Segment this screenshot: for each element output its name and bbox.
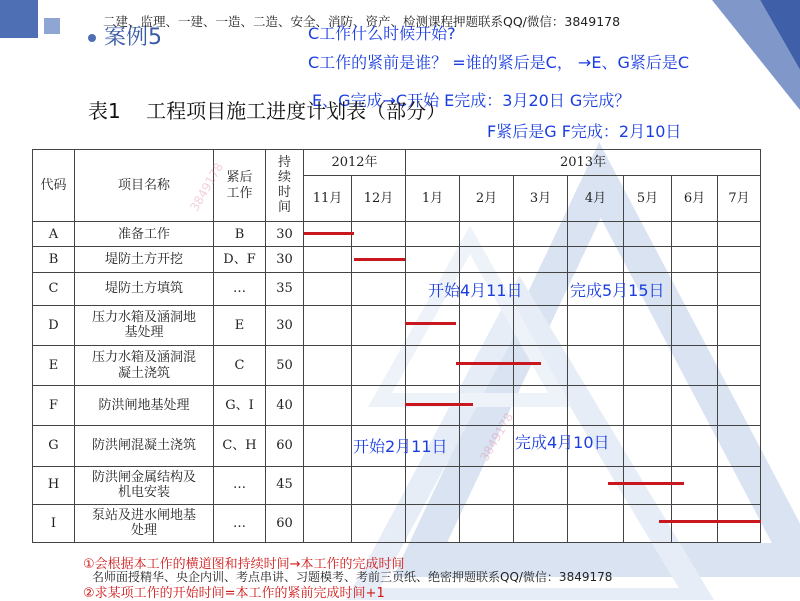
watermark: 3849178 <box>187 160 227 214</box>
month-cell <box>352 345 406 385</box>
month-cell <box>718 386 761 426</box>
month-cell <box>304 466 352 504</box>
header-duration <box>266 150 304 222</box>
header-name: 项目名称 <box>75 150 214 222</box>
gantt-bar-a <box>304 232 355 235</box>
month-cell <box>352 386 406 426</box>
month-cell <box>352 272 406 305</box>
note-c-predecessors: C工作的紧前是谁？ =谁的紧后是C， →E、G紧后是C <box>308 53 690 72</box>
month-cell <box>352 222 406 247</box>
month-cell <box>352 466 406 504</box>
table-title: 表1 工程项目施工进度计划表（部分） <box>88 99 447 123</box>
task-name: 堤防土方开挖 <box>75 247 214 272</box>
month-cell <box>718 222 761 247</box>
month-cell <box>460 222 514 247</box>
month-cell <box>718 305 761 345</box>
task-successors: B <box>214 222 266 247</box>
month-cell <box>718 272 761 305</box>
task-code: F <box>33 386 75 426</box>
task-duration: 30 <box>266 247 304 272</box>
note-g-start: 开始2月11日 <box>353 437 448 456</box>
table-row <box>33 345 761 385</box>
note-g-finish: 完成4月10日 <box>515 433 610 452</box>
task-code: H <box>33 466 75 504</box>
month-cell <box>672 466 718 504</box>
gantt-bar-i <box>659 520 761 523</box>
gantt-bar-h <box>608 482 684 485</box>
month-cell <box>406 466 460 504</box>
task-duration: 30 <box>266 222 304 247</box>
month-cell <box>304 272 352 305</box>
slide-label: 案例5 <box>104 25 162 50</box>
month-cell <box>406 504 460 542</box>
note-eg-complete: E、G完成→C开始 E完成：3月20日 G完成？ <box>312 91 631 110</box>
month-cell <box>514 222 568 247</box>
task-successors: E <box>214 305 266 345</box>
month-cell <box>718 247 761 272</box>
month-cell <box>672 247 718 272</box>
task-name: 压力水箱及涵洞地基处理 <box>75 305 214 345</box>
month-cell <box>304 345 352 385</box>
month-cell <box>460 247 514 272</box>
task-code: A <box>33 222 75 247</box>
corner-logo-square <box>44 18 60 34</box>
task-duration: 45 <box>266 466 304 504</box>
header-month: 4月 <box>568 176 624 222</box>
promo-banner-bottom: 名师面授精华、央企内训、考点串讲、习题模考、考前三页纸、绝密押题联系QQ/微信：3849178 <box>92 570 613 584</box>
gantt-bar-b <box>354 258 405 261</box>
header-month: 2月 <box>460 176 514 222</box>
header-successor <box>214 150 266 222</box>
month-cell <box>514 466 568 504</box>
task-code: G <box>33 426 75 466</box>
task-code: D <box>33 305 75 345</box>
table-row <box>33 386 761 426</box>
month-cell <box>624 426 672 466</box>
month-cell <box>672 386 718 426</box>
table-row <box>33 466 761 504</box>
month-cell <box>568 504 624 542</box>
month-cell <box>672 504 718 542</box>
month-cell <box>568 466 624 504</box>
month-cell <box>624 504 672 542</box>
header-month: 7月 <box>718 176 761 222</box>
month-cell <box>568 345 624 385</box>
task-name: 防洪闸金属结构及机电安装 <box>75 466 214 504</box>
task-successors: C、H <box>214 426 266 466</box>
note-rule-2: ②求某项工作的开始时间=本工作的紧前完成时间+1 <box>83 586 385 601</box>
note-f-successor: F紧后是G F完成：2月10日 <box>487 122 682 141</box>
bullet-dot <box>88 34 96 42</box>
task-successors: … <box>214 466 266 504</box>
header-month: 5月 <box>624 176 672 222</box>
task-successors: D、F <box>214 247 266 272</box>
month-cell <box>304 305 352 345</box>
month-cell <box>568 247 624 272</box>
month-cell <box>406 247 460 272</box>
month-cell <box>460 305 514 345</box>
month-cell <box>304 247 352 272</box>
month-cell <box>672 426 718 466</box>
month-cell <box>514 305 568 345</box>
task-successors: … <box>214 272 266 305</box>
task-name: 防洪闸地基处理 <box>75 386 214 426</box>
month-cell <box>672 345 718 385</box>
month-cell <box>514 247 568 272</box>
promo-banner-top: 二建、监理、一建、一造、二造、安全、消防、资产、检测课程押题联系QQ/微信：3849178 <box>103 14 621 29</box>
task-successors: … <box>214 504 266 542</box>
gantt-bar-e <box>456 362 541 365</box>
header-month: 6月 <box>672 176 718 222</box>
month-cell <box>624 466 672 504</box>
corner-logo <box>0 0 38 38</box>
watermark: 3849178 <box>477 410 517 464</box>
month-cell <box>568 305 624 345</box>
note-c-start: 开始4月11日 <box>428 281 523 300</box>
header-successor-label: 紧后工作 <box>226 170 253 201</box>
month-cell <box>406 305 460 345</box>
task-name: 防洪闸混凝土浇筑 <box>75 426 214 466</box>
task-code: C <box>33 272 75 305</box>
header-code: 代码 <box>33 150 75 222</box>
task-duration: 50 <box>266 345 304 385</box>
month-cell <box>460 504 514 542</box>
table-row <box>33 222 761 247</box>
task-successors: G、I <box>214 386 266 426</box>
task-name: 堤防土方填筑 <box>75 272 214 305</box>
month-cell <box>624 305 672 345</box>
task-duration: 35 <box>266 272 304 305</box>
header-month: 3月 <box>514 176 568 222</box>
month-cell <box>514 345 568 385</box>
task-duration: 30 <box>266 305 304 345</box>
note-question-c-start: C工作什么时候开始? <box>308 24 456 43</box>
task-duration: 60 <box>266 504 304 542</box>
task-successors: C <box>214 345 266 385</box>
month-cell <box>460 466 514 504</box>
header-year-2013: 2013年 <box>406 150 761 176</box>
month-cell <box>514 504 568 542</box>
gantt-bar-d <box>405 322 456 325</box>
month-cell <box>304 504 352 542</box>
task-code: I <box>33 504 75 542</box>
month-cell <box>624 386 672 426</box>
header-month: 11月 <box>304 176 352 222</box>
table-row <box>33 504 761 542</box>
month-cell <box>352 305 406 345</box>
header-year-2012: 2012年 <box>304 150 406 176</box>
task-name: 准备工作 <box>75 222 214 247</box>
header-duration-label: 持续时间 <box>277 154 291 215</box>
table-row <box>33 305 761 345</box>
task-name: 泵站及进水闸地基处理 <box>75 504 214 542</box>
month-cell <box>718 504 761 542</box>
month-cell <box>624 247 672 272</box>
gantt-bar-f <box>405 403 473 406</box>
month-cell <box>406 345 460 385</box>
month-cell <box>352 504 406 542</box>
header-month: 1月 <box>406 176 460 222</box>
note-rule-1: ①会根据本工作的横道图和持续时间→本工作的完成时间 <box>83 557 405 572</box>
month-cell <box>624 222 672 247</box>
month-cell <box>718 345 761 385</box>
task-duration: 40 <box>266 386 304 426</box>
month-cell <box>718 466 761 504</box>
month-cell <box>304 426 352 466</box>
month-cell <box>514 386 568 426</box>
month-cell <box>672 222 718 247</box>
task-name: 压力水箱及涵洞混凝土浇筑 <box>75 345 214 385</box>
task-duration: 60 <box>266 426 304 466</box>
header-month: 12月 <box>352 176 406 222</box>
month-cell <box>672 305 718 345</box>
month-cell <box>406 222 460 247</box>
month-cell <box>460 345 514 385</box>
month-cell <box>406 386 460 426</box>
month-cell <box>568 386 624 426</box>
note-c-finish: 完成5月15日 <box>570 281 665 300</box>
month-cell <box>624 345 672 385</box>
month-cell <box>672 272 718 305</box>
month-cell <box>718 426 761 466</box>
task-code: E <box>33 345 75 385</box>
month-cell <box>304 386 352 426</box>
task-code: B <box>33 247 75 272</box>
month-cell <box>568 222 624 247</box>
